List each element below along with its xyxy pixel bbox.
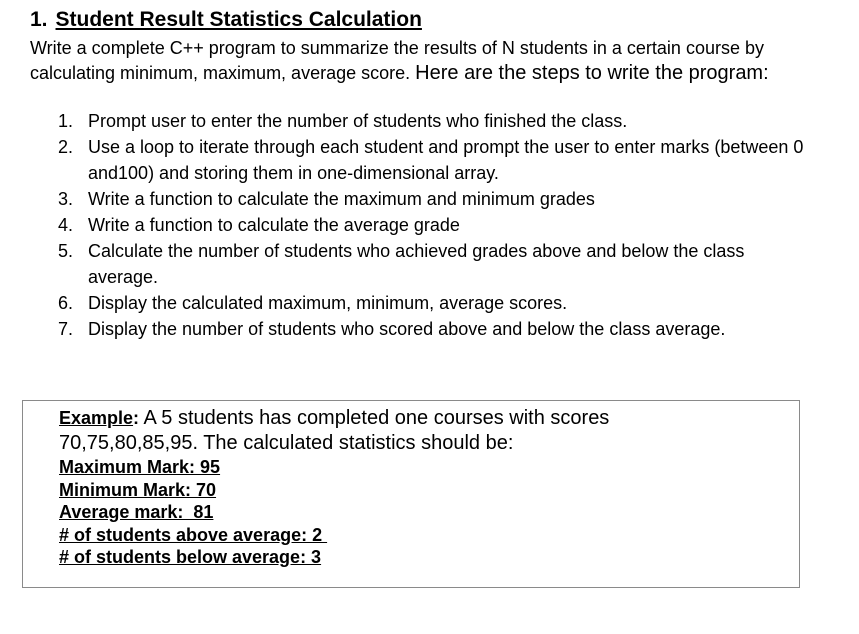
step-text: Use a loop to iterate through each student and prompt the user to enter marks (between 0 and100) and storing them in one-dimensional array. (88, 137, 804, 183)
example-colon: : (133, 408, 140, 428)
example-line1: A 5 students has completed one courses with scores (143, 407, 610, 429)
step-number: 3. (58, 189, 74, 209)
intro-text: Write a complete C++ program to summarize the results of N students in a certain course by calculating minimum, maximum, average score. (30, 38, 764, 83)
step-text: Write a function to calculate the average grade (88, 215, 460, 235)
example-stats (59, 456, 779, 569)
step-number: 4. (58, 215, 74, 235)
stat-above-average: # of students above average: 2 (59, 524, 328, 545)
list-item (58, 134, 818, 186)
step-number: 2. (58, 137, 74, 157)
step-number: 1. (58, 111, 74, 131)
list-item (58, 238, 818, 290)
list-item (58, 212, 818, 238)
stat-min-mark: Minimum Mark: 70 (59, 479, 217, 500)
section-number: 1. (30, 8, 48, 31)
step-text: Prompt user to enter the number of students who finished the class. (88, 111, 628, 131)
step-text: Write a function to calculate the maximum and minimum grades (88, 189, 595, 209)
steps-lead-text: Here are the steps to write the program: (415, 62, 769, 84)
stat-max-mark: Maximum Mark: 95 (59, 457, 221, 477)
example-label: Example (59, 408, 134, 428)
list-item (58, 316, 818, 342)
step-text: Display the number of students who scored above and below the class average. (88, 319, 726, 339)
step-number: 5. (58, 241, 74, 261)
step-text: Display the calculated maximum, minimum, average scores. (88, 293, 568, 313)
example-line2: 70,75,80,85,95. The calculated statistics should be: (59, 432, 514, 454)
step-text: Calculate the number of students who achieved grades above and below the class average. (88, 241, 745, 287)
list-item (58, 186, 818, 212)
section-heading (30, 8, 422, 32)
example-intro-line (59, 406, 779, 431)
section-title: Student Result Statistics Calculation (55, 8, 422, 31)
example-content (59, 406, 779, 569)
stat-average-mark: Average mark: 81 (59, 502, 214, 522)
list-item (58, 290, 818, 316)
list-item (58, 108, 818, 134)
step-number: 7. (58, 319, 74, 339)
stat-below-average: # of students below average: 3 (59, 547, 322, 567)
example-box (22, 400, 800, 588)
step-number: 6. (58, 293, 74, 313)
intro-paragraph (30, 36, 830, 86)
steps-list (58, 108, 818, 342)
